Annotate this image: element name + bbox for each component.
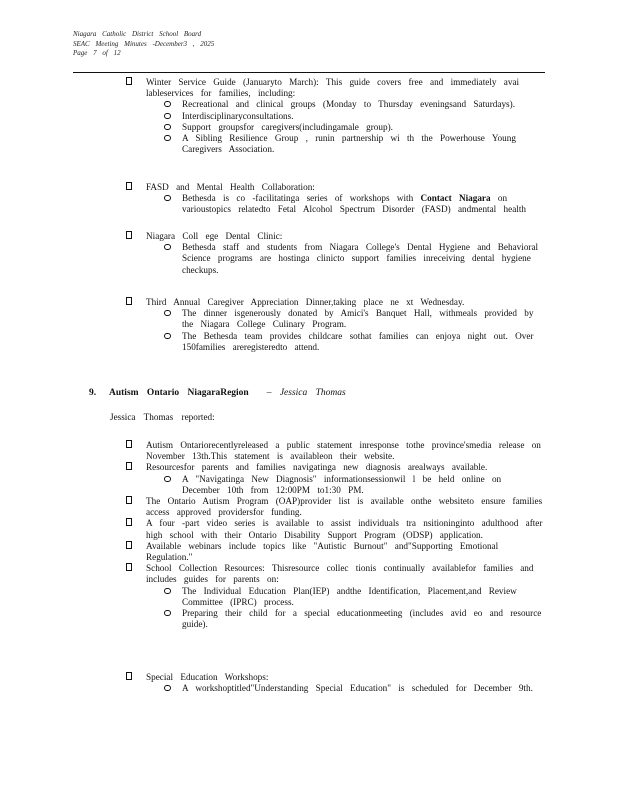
list-item: Special Education Workshops:: [126, 672, 546, 683]
square-bullet-icon: [126, 541, 134, 549]
sub-bullet: Bethesda is co -facilitatinga series of workshops with Contact Niagara on varioustopics relatedto Fetal Alcohol Spectrum Disorder (FASD) andmental health: [164, 193, 546, 215]
sub-bullet: Preparing their child for a special educationmeeting (includes avid eo and resource guide).: [164, 608, 546, 630]
sub-bullet: Recreational and clinical groups (Monday to Thursday eveningsand Saturdays).: [164, 99, 546, 110]
list-item: Autism Ontariorecentlyreleased a public statement inresponse tothe province'smedia release on November 13th.This statement is availableon their website.: [126, 440, 546, 462]
header-meeting: SEAC Meeting Minutes -December3 , 2025: [73, 39, 215, 48]
bullet-text: Niagara Coll ege Dental Clinic:: [146, 231, 283, 241]
page-header: [73, 30, 214, 59]
square-bullet-icon: [126, 231, 134, 239]
list-item: Available webinars include topics like "Autistic Burnout" and"Supporting Emotional Regulation.": [126, 541, 546, 563]
organization-name: Contact Niagara: [420, 193, 491, 204]
section-number: 9.: [89, 388, 97, 398]
bullet-caregiver-dinner: [126, 297, 546, 353]
square-bullet-icon: [126, 182, 134, 190]
circle-bullet-icon: [164, 195, 171, 201]
bullet-text: FASD and Mental Health Collaboration:: [146, 182, 315, 192]
sub-bullet: Bethesda staff and students from Niagara College's Dental Hygiene and Behavioral Science programs are hostinga clinicto support families inreceiving dental hygiene checkups.: [164, 242, 546, 276]
header-page-number: Page 7 of 12: [73, 49, 121, 57]
circle-bullet-icon: [164, 124, 171, 130]
bullet-winter-service-guide: [126, 77, 546, 155]
square-bullet-icon: [126, 297, 134, 305]
square-bullet-icon: [126, 77, 134, 85]
list-item: A four -part video series is available to assist individuals tra nsitioninginto adulthood after high school with their Ontario Disability Support Program (ODSP) application.: [126, 518, 546, 540]
bullet-text: Third Annual Caregiver Appreciation Dinner,taking place ne xt Wednesday.: [146, 297, 465, 307]
circle-bullet-icon: [164, 113, 171, 119]
circle-bullet-icon: [164, 310, 171, 316]
list-item: Resourcesfor parents and families navigatinga new diagnosis arealways available.: [126, 462, 546, 473]
square-bullet-icon: [126, 440, 134, 448]
square-bullet-icon: [126, 672, 134, 680]
bullet-text: Winter Service Guide (Januaryto March): This guide covers free and immediately avai lableservices for families, including:: [146, 77, 520, 99]
sub-bullet: A "Navigatinga New Diagnosis" informationsessionwil l be held online on December 10th from 12:00PM to1:30 PM.: [164, 474, 546, 496]
circle-bullet-icon: [164, 101, 171, 107]
circle-bullet-icon: [164, 588, 171, 594]
sub-bullet: The dinner isgenerously donated by Amici's Banquet Hall, withmeals provided by the Niagara College Culinary Program.: [164, 308, 546, 330]
sub-bullet: Interdisciplinaryconsultations.: [164, 111, 546, 122]
square-bullet-icon: [126, 563, 134, 571]
autism-ontario-items: [126, 440, 546, 630]
circle-bullet-icon: [164, 476, 171, 482]
sub-bullet: A Sibling Resilience Group , runin partnership wi th the Powerhouse Young Caregivers Association.: [164, 133, 546, 155]
section-title: Autism Ontario NiagaraRegion: [109, 388, 249, 398]
reported-by: Jessica Thomas reported:: [110, 412, 215, 422]
circle-bullet-icon: [164, 135, 171, 141]
square-bullet-icon: [126, 496, 134, 504]
list-item: School Collection Resources: Thisresource collec tionis continually availablefor families and includes guides for parents on:: [126, 563, 546, 585]
square-bullet-icon: [126, 462, 134, 470]
square-bullet-icon: [126, 518, 134, 526]
bullet-special-education-workshops: [126, 672, 546, 694]
sub-bullet: Support groupsfor caregivers(includingamale group).: [164, 122, 546, 133]
bullet-dental-clinic: [126, 231, 546, 276]
circle-bullet-icon: [164, 685, 171, 691]
section-heading: [89, 388, 346, 398]
bullet-fasd-collaboration: [126, 182, 546, 216]
header-divider: [73, 72, 545, 73]
list-item: The Ontario Autism Program (OAP)provider list is available onthe websiteto ensure families access approved providersfor funding.: [126, 496, 546, 518]
circle-bullet-icon: [164, 333, 171, 339]
sub-bullet: A workshoptitled"Understanding Special Education" is scheduled for December 9th.: [164, 683, 546, 694]
sub-bullet: The Individual Education Plan(IEP) andthe Identification, Placement,and Review Committee (IPRC) process.: [164, 586, 546, 608]
header-organization: Niagara Catholic District School Board: [73, 30, 202, 38]
sub-bullet: The Bethesda team provides childcare sothat families can enjoya night out. Over 150families areregisteredto attend.: [164, 331, 546, 353]
section-presenter: – Jessica Thomas: [266, 388, 346, 398]
circle-bullet-icon: [164, 610, 171, 616]
circle-bullet-icon: [164, 244, 171, 250]
